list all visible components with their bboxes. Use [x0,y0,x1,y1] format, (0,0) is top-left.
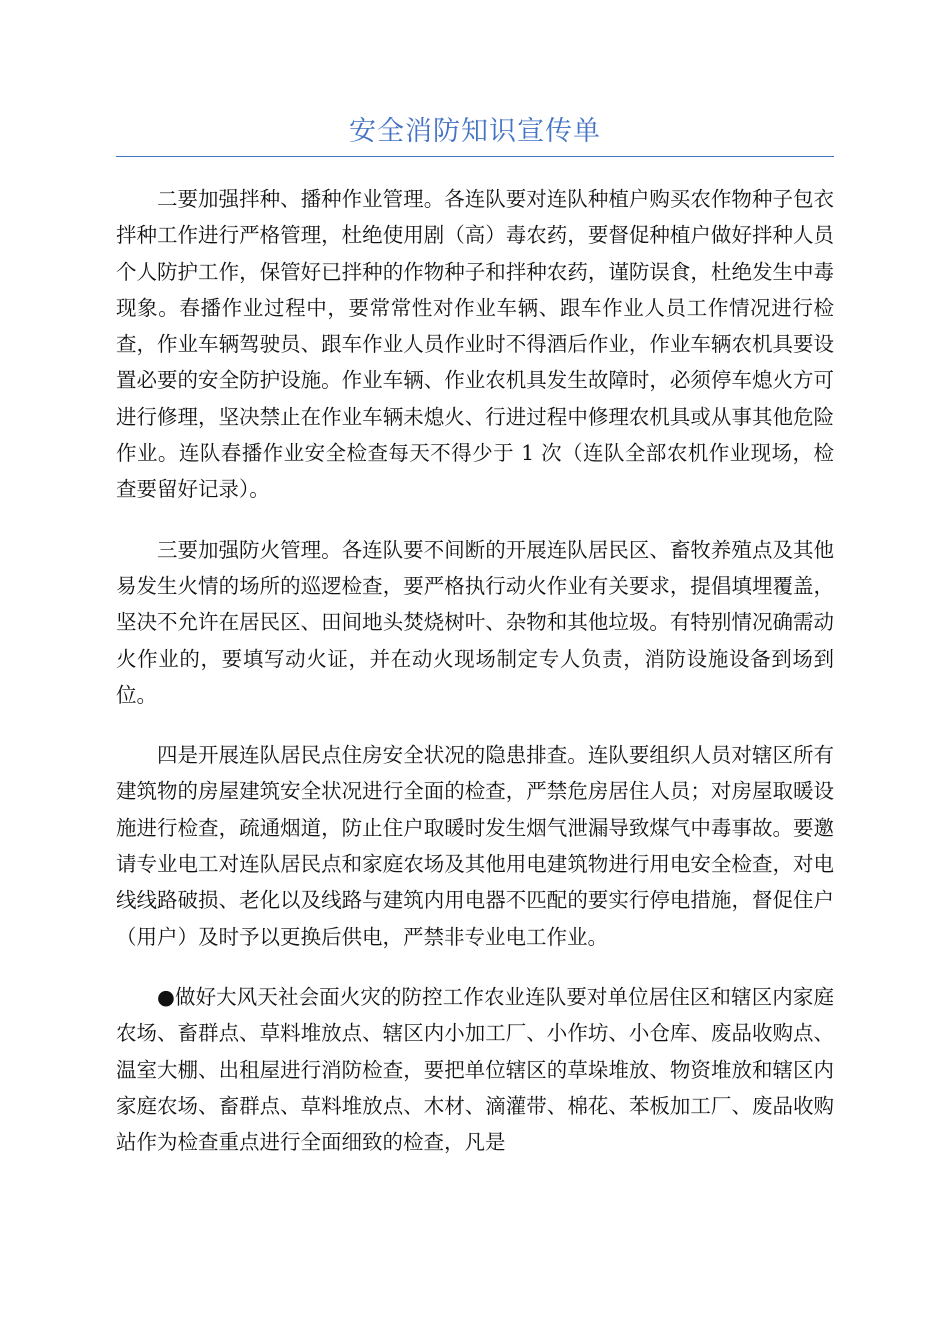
title-underline [116,156,834,157]
paragraph-sowing-management: 二要加强拌种、播种作业管理。各连队要对连队种植户购买农作物种子包衣拌种工作进行严格管理，杜绝使用剧（高）毒农药，要督促种植户做好拌种人员个人防护工作，保管好已拌种的作物种子和拌种农药，谨防误食，杜绝发生中毒现象。春播作业过程中，要常常性对作业车辆、跟车作业人员工作情况进行检查，作业车辆驾驶员、跟车作业人员作业时不得酒后作业，作业车辆农机具要设置必要的安全防护设施。作业车辆、作业农机具发生故障时，必须停车熄火方可进行修理，坚决禁止在作业车辆未熄火、行进过程中修理农机具或从事其他危险作业。连队春播作业安全检查每天不得少于 1 次（连队全部农机作业现场，检查要留好记录）。 [116,187,834,502]
paragraph-fire-management: 三要加强防火管理。各连队要不间断的开展连队居民区、畜牧养殖点及其他易发生火情的场所的巡逻检查，要严格执行动火作业有关要求，提倡填埋覆盖，坚决不允许在居民区、田间地头焚烧树叶、杂物和其他垃圾。有特别情况确需动火作业的，要填写动火证，并在动火现场制定专人负责，消防设施设备到场到位。 [116,537,834,707]
paragraph-windy-fire-prevention: ●做好大风天社会面火灾的防控工作农业连队要对单位居住区和辖区内家庭农场、畜群点、草料堆放点、辖区内小加工厂、小作坊、小仓库、废品收购点、温室大棚、出租屋进行消防检查，要把单位辖区的草垛堆放、物资堆放和辖区内家庭农场、畜群点、草料堆放点、木材、滴灌带、棉花、苯板加工厂、废品收购站作为检查重点进行全面细致的检查，凡是 [116,984,834,1155]
document-body [116,181,834,1160]
document-title: 安全消防知识宣传单 [349,116,601,147]
document-page [116,112,834,1184]
paragraph-housing-inspection: 四是开展连队居民点住房安全状况的隐患排查。连队要组织人员对辖区所有建筑物的房屋建筑安全状况进行全面的检查，严禁危房居住人员；对房屋取暖设施进行检查，疏通烟道，防止住户取暖时发生烟气泄漏导致煤气中毒事故。要邀请专业电工对连队居民点和家庭农场及其他用电建筑物进行用电安全检查，对电线线路破损、老化以及线路与建筑内用电器不匹配的要实行停电措施，督促住户（用户）及时予以更换后供电，严禁非专业电工作业。 [116,743,834,949]
